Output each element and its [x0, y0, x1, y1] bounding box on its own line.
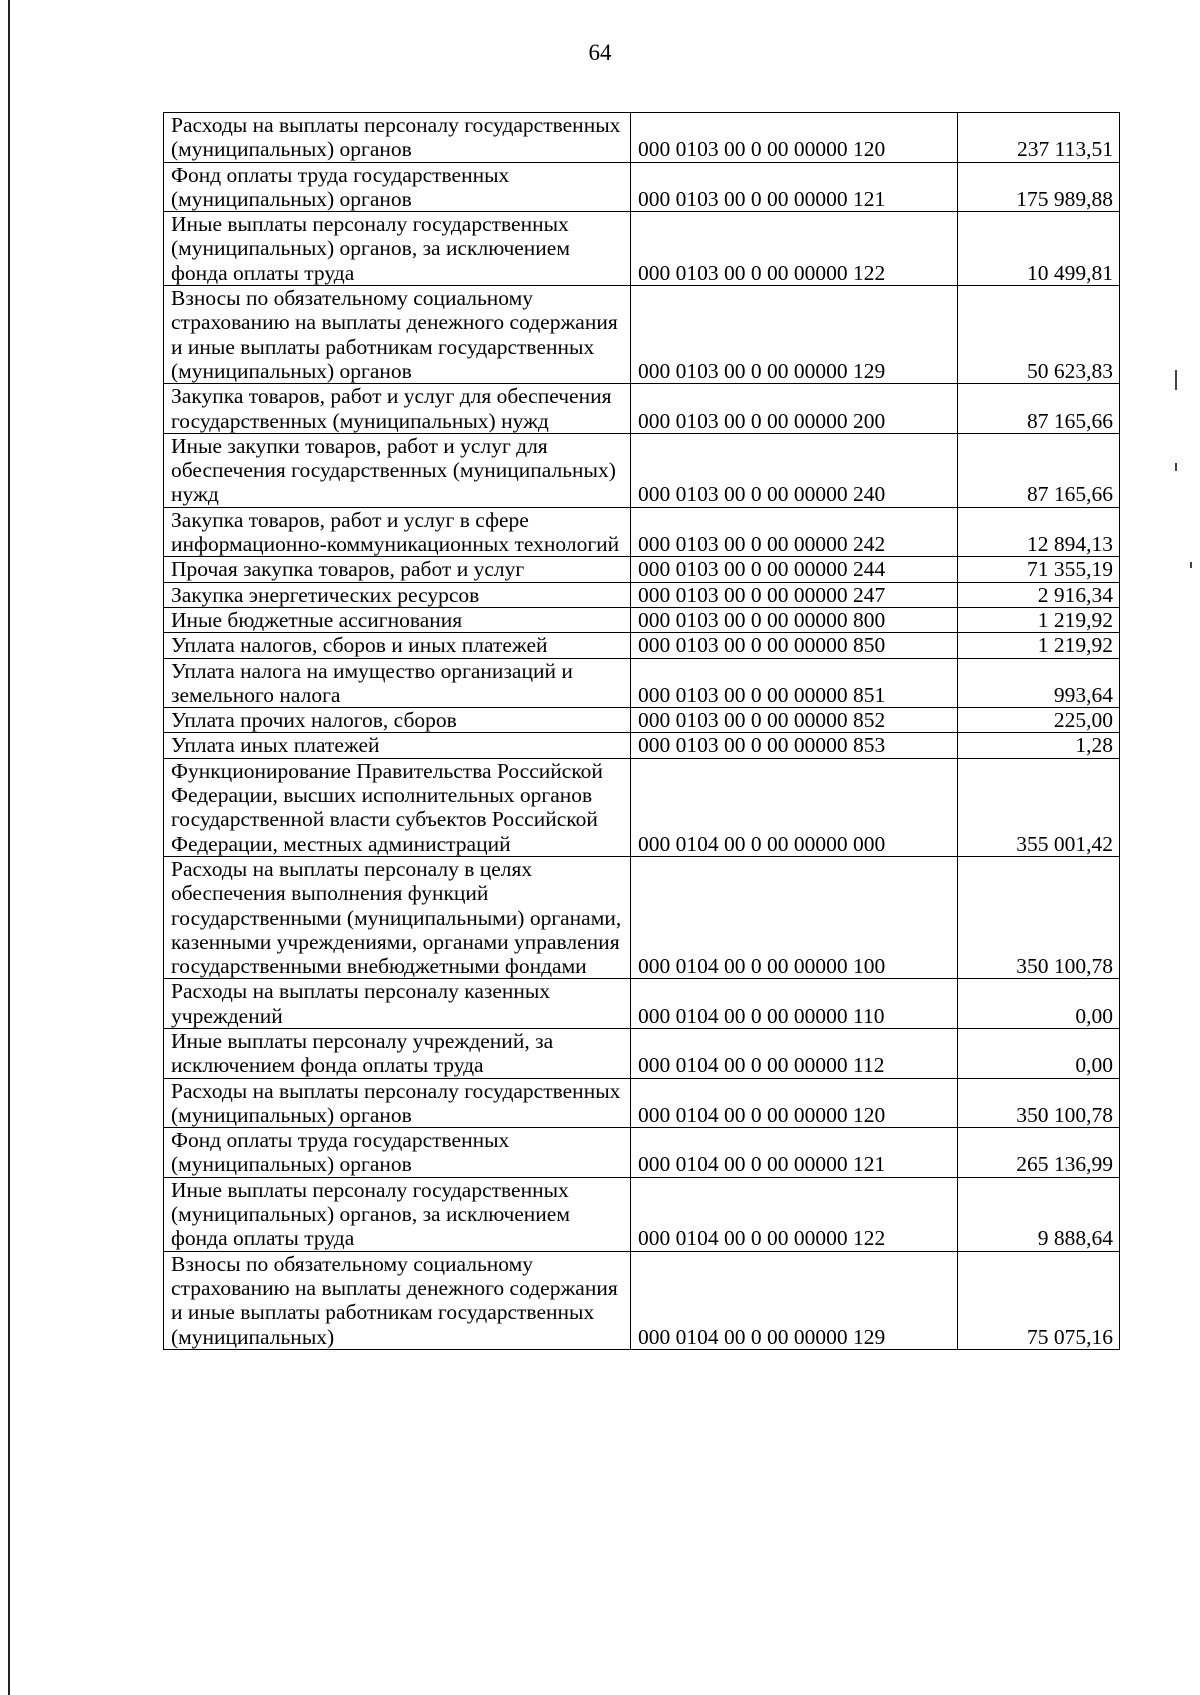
row-description: Иные выплаты персоналу государственных (муниципальных) органов, за исключением фонда оплаты труда: [164, 1177, 631, 1251]
row-description: Иные выплаты персоналу учреждений, за исключением фонда оплаты труда: [164, 1028, 631, 1078]
row-amount: 237 113,51: [958, 113, 1120, 163]
row-amount: 2 916,34: [958, 582, 1120, 607]
row-budget-code: 000 0103 00 0 00 00000 121: [631, 162, 958, 212]
row-budget-code: 000 0104 00 0 00 00000 100: [631, 856, 958, 978]
table-row: [164, 113, 1120, 163]
scan-edge-line: [8, 0, 10, 1695]
scan-mark: [1175, 463, 1177, 471]
row-description: Уплата прочих налогов, сборов: [164, 708, 631, 733]
row-amount: 265 136,99: [958, 1128, 1120, 1178]
row-budget-code: 000 0103 00 0 00 00000 129: [631, 286, 958, 384]
row-budget-code: 000 0103 00 0 00 00000 240: [631, 433, 958, 507]
row-description: Взносы по обязательному социальному страхованию на выплаты денежного содержания и иные выплаты работникам государственных (муниципальных) органов: [164, 286, 631, 384]
row-amount: 175 989,88: [958, 162, 1120, 212]
row-budget-code: 000 0103 00 0 00 00000 247: [631, 582, 958, 607]
row-budget-code: 000 0104 00 0 00 00000 112: [631, 1028, 958, 1078]
table-row: [164, 582, 1120, 607]
budget-table-body: [164, 113, 1120, 1350]
row-amount: 355 001,42: [958, 758, 1120, 856]
row-budget-code: 000 0103 00 0 00 00000 850: [631, 633, 958, 658]
table-row: [164, 212, 1120, 286]
row-amount: 9 888,64: [958, 1177, 1120, 1251]
row-budget-code: 000 0104 00 0 00 00000 121: [631, 1128, 958, 1178]
table-row: [164, 758, 1120, 856]
table-row: [164, 1028, 1120, 1078]
table-row: [164, 557, 1120, 582]
row-amount: 50 623,83: [958, 286, 1120, 384]
row-budget-code: 000 0104 00 0 00 00000 122: [631, 1177, 958, 1251]
row-description: Расходы на выплаты персоналу государственных (муниципальных) органов: [164, 1078, 631, 1128]
row-amount: 350 100,78: [958, 1078, 1120, 1128]
row-amount: 0,00: [958, 979, 1120, 1029]
row-amount: 75 075,16: [958, 1251, 1120, 1349]
row-budget-code: 000 0104 00 0 00 00000 000: [631, 758, 958, 856]
table-row: [164, 433, 1120, 507]
row-budget-code: 000 0104 00 0 00 00000 129: [631, 1251, 958, 1349]
row-amount: 1,28: [958, 733, 1120, 758]
row-budget-code: 000 0103 00 0 00 00000 200: [631, 384, 958, 434]
table-row: [164, 1078, 1120, 1128]
table-row: [164, 384, 1120, 434]
row-description: Функционирование Правительства Российской Федерации, высших исполнительных органов государственной власти субъектов Российской Федерации, местных администраций: [164, 758, 631, 856]
scan-mark: [1190, 562, 1192, 568]
row-budget-code: 000 0103 00 0 00 00000 852: [631, 708, 958, 733]
table-row: [164, 856, 1120, 978]
row-budget-code: 000 0104 00 0 00 00000 110: [631, 979, 958, 1029]
table-row: [164, 1177, 1120, 1251]
table-row: [164, 1128, 1120, 1178]
row-amount: 87 165,66: [958, 433, 1120, 507]
row-budget-code: 000 0103 00 0 00 00000 800: [631, 607, 958, 632]
page-number: 64: [588, 40, 612, 65]
row-description: Уплата налогов, сборов и иных платежей: [164, 633, 631, 658]
row-budget-code: 000 0103 00 0 00 00000 853: [631, 733, 958, 758]
row-description: Закупка энергетических ресурсов: [164, 582, 631, 607]
table-row: [164, 1251, 1120, 1349]
table-row: [164, 733, 1120, 758]
row-description: Уплата налога на имущество организаций и земельного налога: [164, 658, 631, 708]
row-amount: 10 499,81: [958, 212, 1120, 286]
row-amount: 993,64: [958, 658, 1120, 708]
row-budget-code: 000 0103 00 0 00 00000 122: [631, 212, 958, 286]
row-budget-code: 000 0103 00 0 00 00000 851: [631, 658, 958, 708]
row-amount: 1 219,92: [958, 633, 1120, 658]
row-description: Взносы по обязательному социальному страхованию на выплаты денежного содержания и иные выплаты работникам государственных (муниципальных): [164, 1251, 631, 1349]
row-description: Расходы на выплаты персоналу казенных учреждений: [164, 979, 631, 1029]
table-row: [164, 658, 1120, 708]
table-row: [164, 162, 1120, 212]
row-budget-code: 000 0103 00 0 00 00000 120: [631, 113, 958, 163]
row-amount: 71 355,19: [958, 557, 1120, 582]
row-amount: 1 219,92: [958, 607, 1120, 632]
row-amount: 225,00: [958, 708, 1120, 733]
row-description: Иные выплаты персоналу государственных (муниципальных) органов, за исключением фонда оплаты труда: [164, 212, 631, 286]
table-row: [164, 708, 1120, 733]
table-row: [164, 507, 1120, 557]
row-description: Иные закупки товаров, работ и услуг для обеспечения государственных (муниципальных) нужд: [164, 433, 631, 507]
row-description: Фонд оплаты труда государственных (муниципальных) органов: [164, 1128, 631, 1178]
table-row: [164, 979, 1120, 1029]
table-row: [164, 633, 1120, 658]
row-description: Расходы на выплаты персоналу в целях обеспечения выполнения функций государственными (муниципальными) органами, казенными учреждениями, органами управления государственными внебюджетными фондами: [164, 856, 631, 978]
row-description: Иные бюджетные ассигнования: [164, 607, 631, 632]
row-description: Прочая закупка товаров, работ и услуг: [164, 557, 631, 582]
row-description: Уплата иных платежей: [164, 733, 631, 758]
scan-mark: [1175, 370, 1177, 390]
row-amount: 350 100,78: [958, 856, 1120, 978]
row-amount: 12 894,13: [958, 507, 1120, 557]
row-budget-code: 000 0103 00 0 00 00000 244: [631, 557, 958, 582]
row-description: Фонд оплаты труда государственных (муниципальных) органов: [164, 162, 631, 212]
table-row: [164, 607, 1120, 632]
row-budget-code: 000 0104 00 0 00 00000 120: [631, 1078, 958, 1128]
row-description: Расходы на выплаты персоналу государственных (муниципальных) органов: [164, 113, 631, 163]
row-description: Закупка товаров, работ и услуг для обеспечения государственных (муниципальных) нужд: [164, 384, 631, 434]
row-description: Закупка товаров, работ и услуг в сфере информационно-коммуникационных технологий: [164, 507, 631, 557]
row-amount: 87 165,66: [958, 384, 1120, 434]
row-budget-code: 000 0103 00 0 00 00000 242: [631, 507, 958, 557]
budget-table: [163, 112, 1120, 1350]
table-row: [164, 286, 1120, 384]
row-amount: 0,00: [958, 1028, 1120, 1078]
